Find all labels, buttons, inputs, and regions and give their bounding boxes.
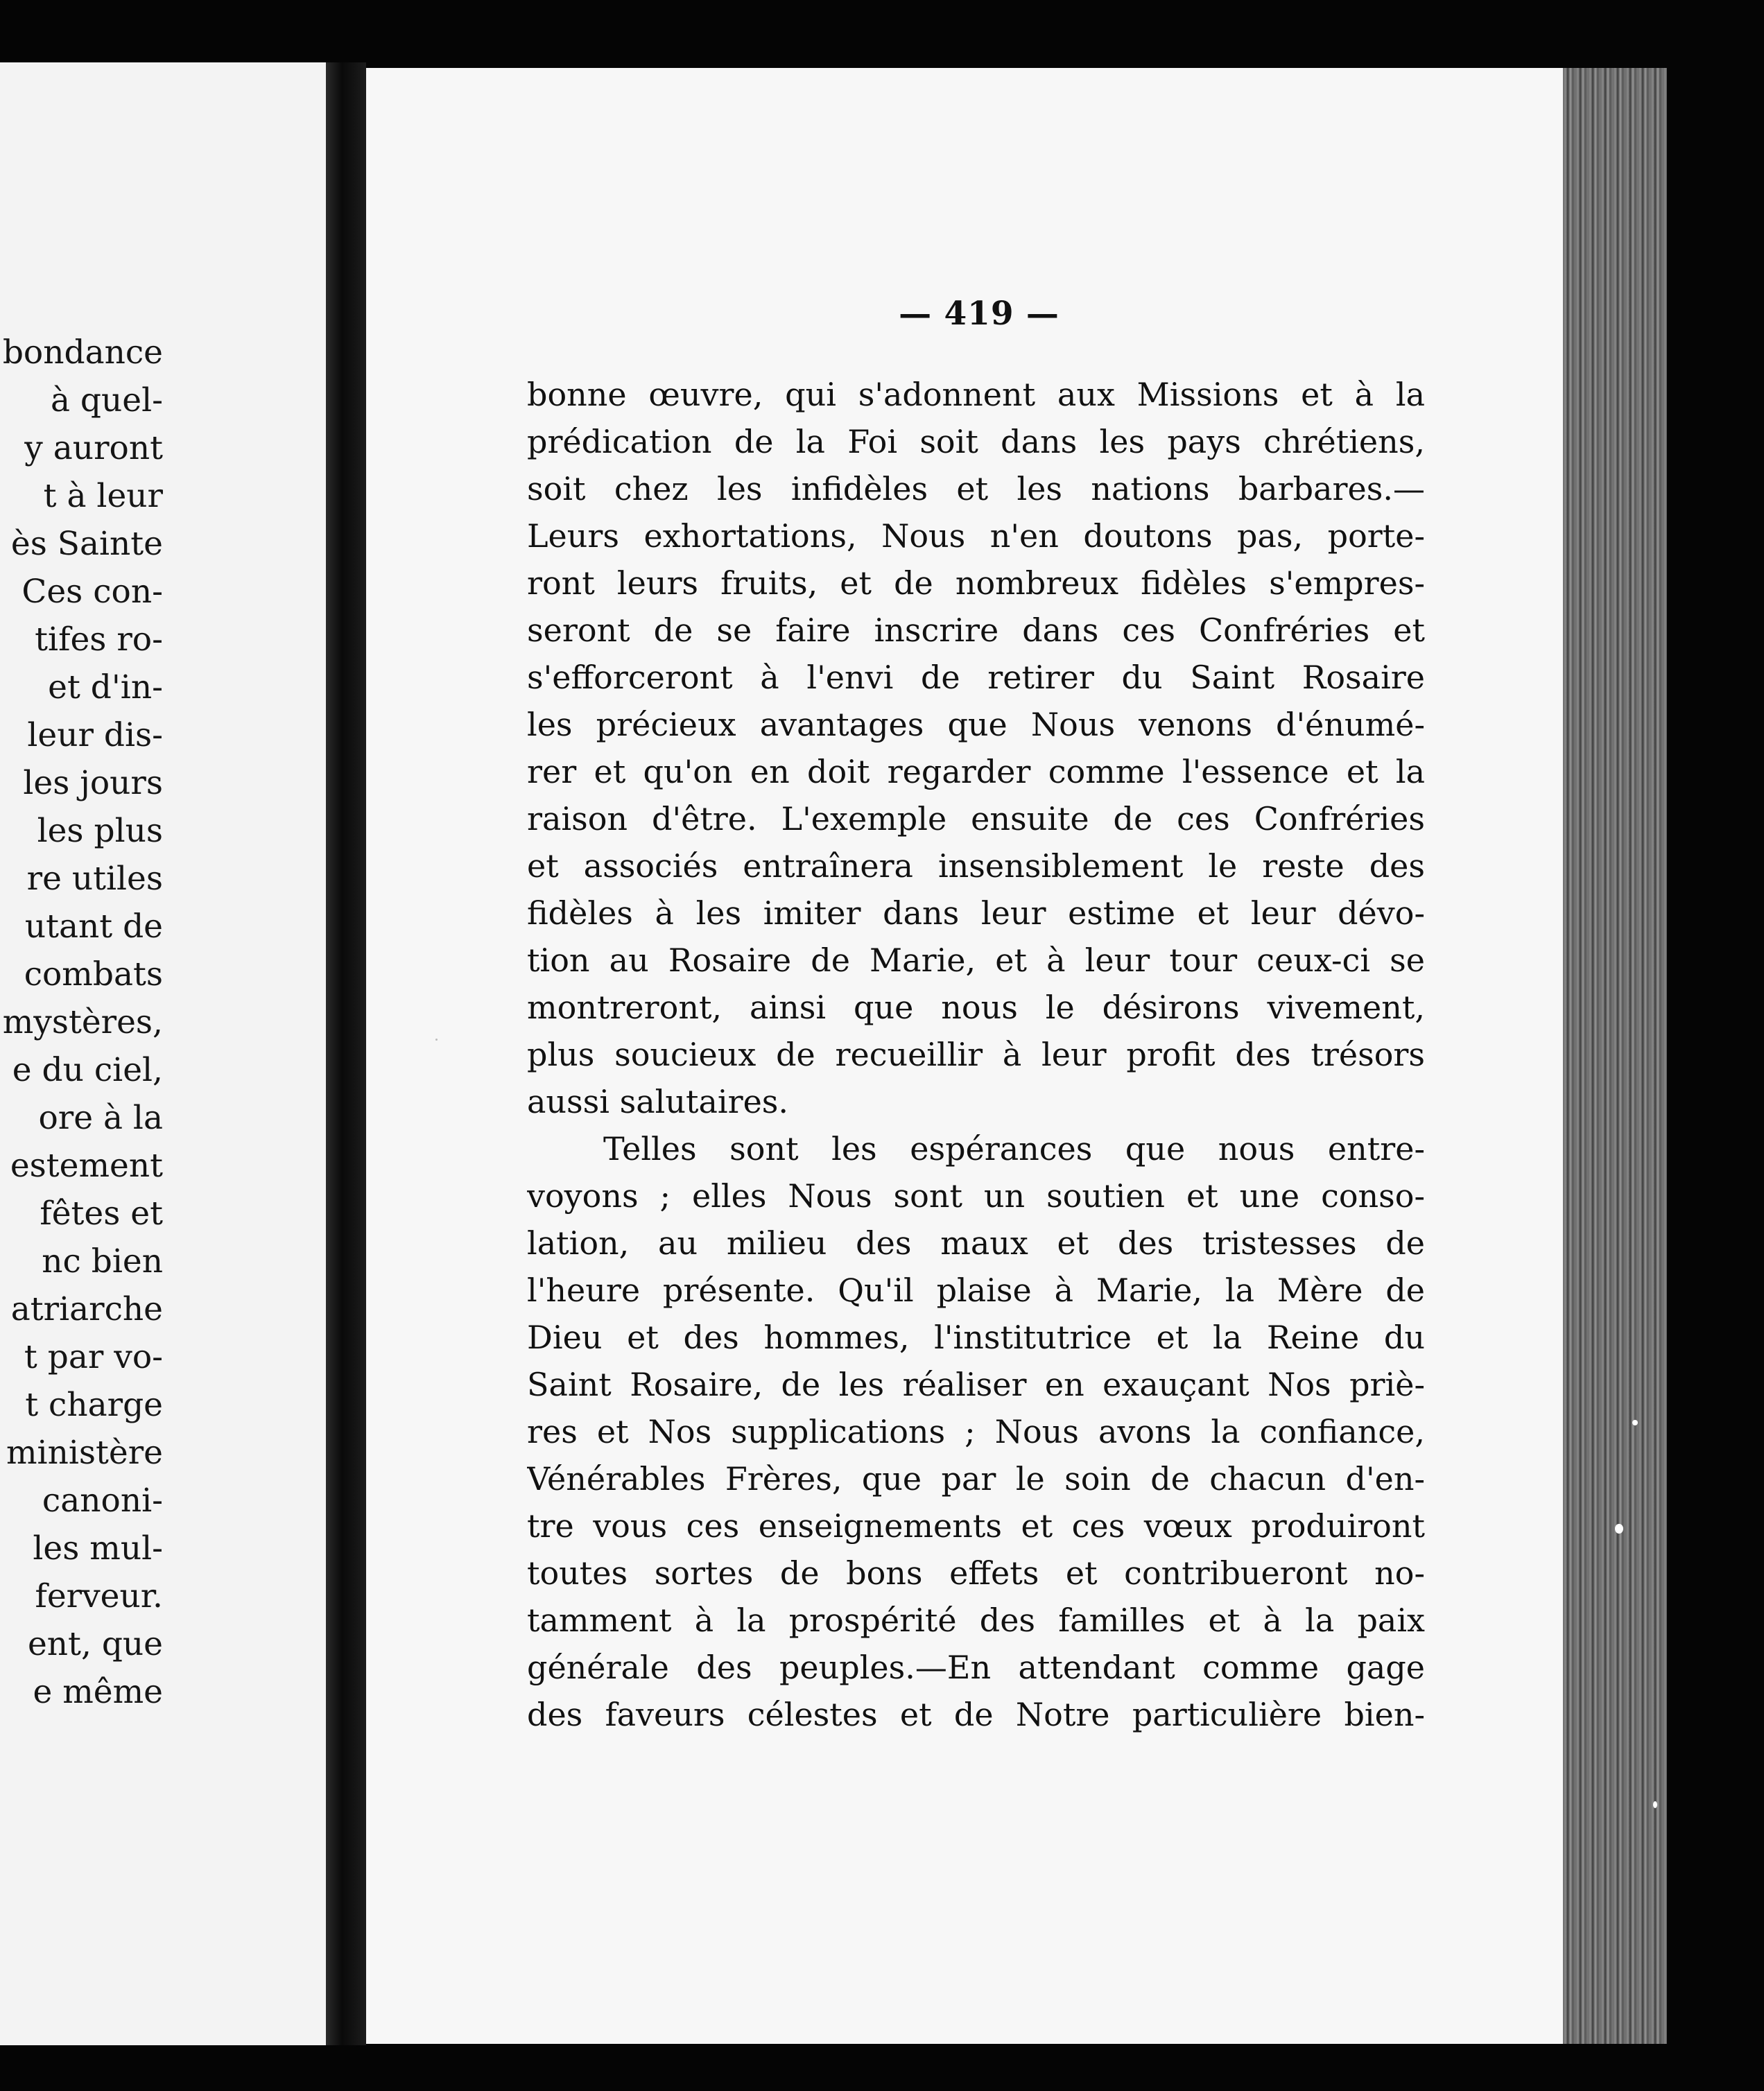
- text-line: tamment à la prospérité des familles et à la paix: [527, 1602, 1425, 1639]
- left-page-line: et d'in-: [48, 668, 163, 706]
- left-page-line: tifes ro-: [35, 621, 163, 659]
- text-line: Leurs exhortations, Nous n'en doutons pas, porte-: [527, 517, 1425, 555]
- text-line: Saint Rosaire, de les réaliser en exauçant Nos priè-: [527, 1366, 1425, 1403]
- left-page-line: à quel-: [50, 381, 163, 419]
- left-page-line: t charge: [25, 1386, 163, 1424]
- left-page-line: atriarche: [10, 1290, 163, 1328]
- text-line: des faveurs célestes et de Notre particulière bien-: [527, 1696, 1425, 1733]
- left-page-line: bondance: [2, 333, 163, 372]
- left-page-line: fêtes et: [40, 1195, 163, 1233]
- edge-speck: [1615, 1524, 1623, 1534]
- body-text: [527, 371, 1425, 1738]
- left-page-line: t à leur: [43, 477, 163, 515]
- text-line: tion au Rosaire de Marie, et à leur tour ceux-ci se: [527, 942, 1425, 979]
- text-line: l'heure présente. Qu'il plaise à Marie, la Mère de: [527, 1272, 1425, 1309]
- left-page-line: les plus: [37, 812, 163, 850]
- text-line: plus soucieux de recueillir à leur profit des trésors: [527, 1036, 1425, 1073]
- left-page-line: ent, que: [27, 1625, 163, 1663]
- text-line: toutes sortes de bons effets et contribueront no-: [527, 1554, 1425, 1592]
- left-page-line: leur dis-: [27, 716, 163, 754]
- left-page-line: ferveur.: [35, 1577, 163, 1615]
- left-page-line: re utiles: [26, 860, 163, 898]
- text-line: voyons ; elles Nous sont un soutien et une conso-: [527, 1177, 1425, 1215]
- text-line: montreront, ainsi que nous le désirons vivement,: [527, 989, 1425, 1026]
- left-page-line: les mul-: [33, 1529, 163, 1568]
- text-line: générale des peuples.—En attendant comme gage: [527, 1649, 1425, 1686]
- text-line: Telles sont les espérances que nous entre-: [603, 1130, 1425, 1168]
- text-line: et associés entraînera insensiblement le reste des: [527, 847, 1425, 885]
- left-page-line: combats: [24, 955, 163, 994]
- paper-speck: [435, 1039, 438, 1041]
- text-line: bonne œuvre, qui s'adonnent aux Missions et à la: [527, 376, 1425, 413]
- text-line: lation, au milieu des maux et des tristesses de: [527, 1224, 1425, 1262]
- edge-speck: [1653, 1801, 1657, 1808]
- text-line: tre vous ces enseignements et ces vœux produiront: [527, 1507, 1425, 1545]
- text-line: prédication de la Foi soit dans les pays chrétiens,: [527, 423, 1425, 460]
- left-page-line: ès Sainte: [10, 525, 163, 563]
- left-page-line: ore à la: [38, 1099, 163, 1137]
- left-page-line: estement: [10, 1147, 163, 1185]
- left-page-line: les jours: [23, 764, 163, 802]
- text-line: ront leurs fruits, et de nombreux fidèles s'empres-: [527, 564, 1425, 602]
- page-number: — 419 —: [899, 295, 1060, 333]
- book-gutter: [326, 62, 366, 2045]
- left-page-line: Ces con-: [21, 573, 163, 611]
- left-page-line: canoni-: [42, 1482, 163, 1520]
- text-line: Vénérables Frères, que par le soin de chacun d'en-: [527, 1460, 1425, 1498]
- text-line: aussi salutaires.: [527, 1083, 789, 1120]
- text-line: rer et qu'on en doit regarder comme l'essence et la: [527, 753, 1425, 790]
- text-line: les précieux avantages que Nous venons d'énumé-: [527, 706, 1425, 743]
- text-line: soit chez les infidèles et les nations barbares.—: [527, 470, 1425, 507]
- text-line: s'efforceront à l'envi de retirer du Saint Rosaire: [527, 659, 1425, 696]
- left-page-line: y auront: [24, 429, 163, 467]
- left-page-line: t par vo-: [24, 1338, 163, 1376]
- text-line: res et Nos supplications ; Nous avons la confiance,: [527, 1413, 1425, 1450]
- text-line: fidèles à les imiter dans leur estime et leur dévo-: [527, 894, 1425, 932]
- facing-page-left: [0, 62, 326, 2045]
- left-page-line: e même: [33, 1673, 163, 1711]
- left-page-line: nc bien: [42, 1242, 163, 1281]
- edge-speck: [1632, 1420, 1638, 1425]
- text-line: seront de se faire inscrire dans ces Confréries et: [527, 611, 1425, 649]
- left-page-line: mystères,: [2, 1003, 163, 1041]
- page-edges: [1563, 68, 1667, 2044]
- text-line: Dieu et des hommes, l'institutrice et la Reine du: [527, 1319, 1425, 1356]
- left-page-line: ministère: [6, 1434, 163, 1472]
- left-page-line: e du ciel,: [12, 1051, 163, 1089]
- text-line: raison d'être. L'exemple ensuite de ces Confréries: [527, 800, 1425, 838]
- left-page-line: utant de: [24, 908, 163, 946]
